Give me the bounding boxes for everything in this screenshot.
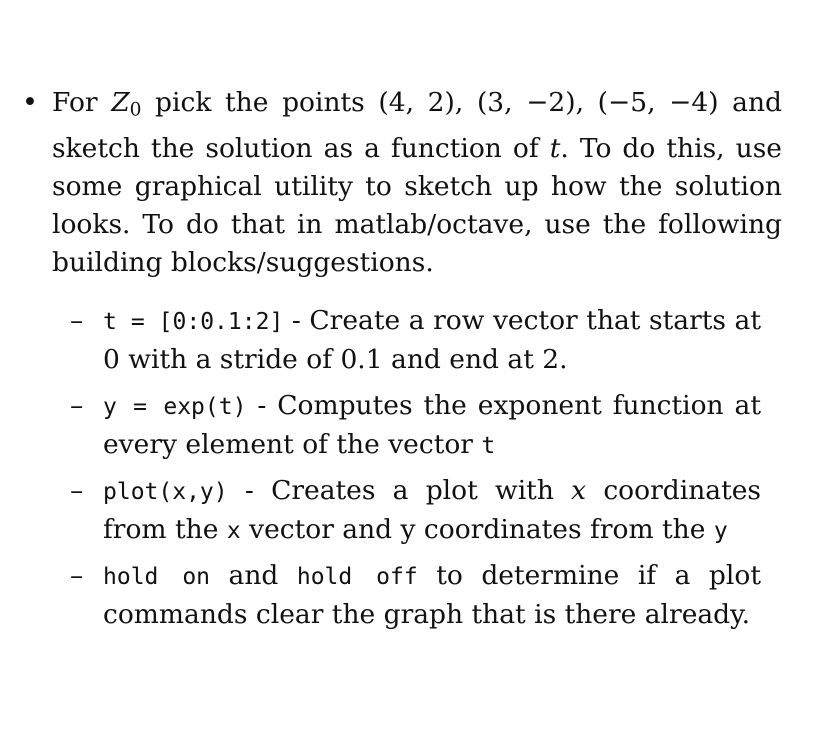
item-text [103, 302, 761, 379]
para-text-1: For [52, 87, 112, 118]
code-snippet: x [226, 518, 241, 544]
code-snippet: hold off [296, 564, 418, 590]
item-description: coordinates from the [103, 475, 761, 545]
item-description: to determine if a plot commands clear the graph that is there already. [103, 560, 761, 630]
para-text-2: pick the points (4, 2), (3, −2), (−5, −4) and sketch the solution as a function of [52, 87, 783, 164]
item-text [103, 472, 761, 550]
para-text-3: . To do this, use some graphical utility to sketch up how the solution looks. To do that in matlab/octave, use the following building blocks/suggestions. [52, 132, 782, 278]
math-x: x [571, 475, 587, 506]
dash-marker: – [70, 390, 84, 421]
dash-marker: – [70, 475, 84, 506]
main-paragraph [52, 84, 782, 282]
item-text [103, 557, 761, 634]
item-description: - Create a row vector that starts at 0 with a stride of 0.1 and end at 2. [103, 305, 761, 375]
item-description: - Creates a plot with [227, 475, 572, 506]
bullet-marker: • [22, 87, 38, 118]
item-description: - Computes the exponent function at every element of the vector [103, 390, 761, 460]
item-description: vector and y coordinates from the [240, 514, 714, 545]
code-snippet: t [481, 433, 496, 459]
math-z-subscript: 0 [129, 99, 142, 121]
dash-marker: – [70, 305, 84, 336]
math-t: t [549, 132, 561, 164]
item-description: and [210, 560, 297, 591]
code-snippet: t = [0:0.1:2] [103, 309, 284, 335]
dash-marker: – [70, 560, 84, 591]
code-snippet: plot(x,y) [103, 479, 228, 505]
code-snippet: y [713, 518, 728, 544]
code-snippet: y = exp(t) [103, 394, 247, 420]
item-text [103, 387, 761, 465]
code-snippet: hold on [103, 564, 211, 590]
math-z: Z [111, 87, 130, 118]
